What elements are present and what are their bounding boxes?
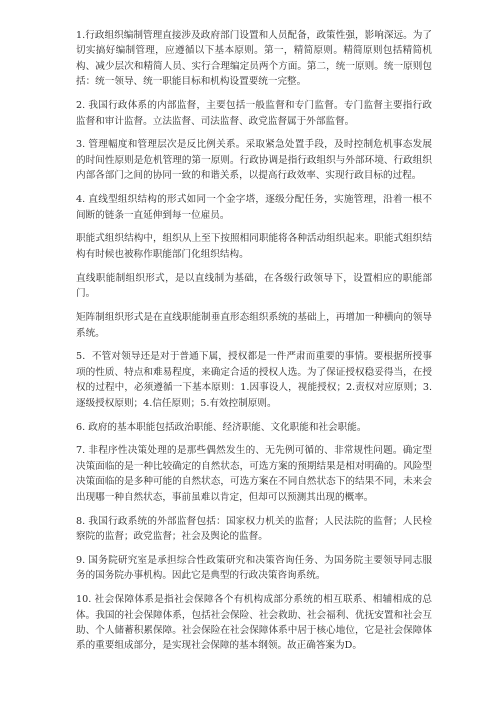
paragraph-1: 1.行政组织编制管理直接涉及政府部门设置和人员配备，政策性强，影响深远。为了切实搞好编制管理，应遵循以下基本原则。第一，精简原则。精简原则包括精简机构、减少层次和精简人员、实行合理编定员两个方面。第二，统一原则。统一原则包括：统一领导、统一职能目标和机构设置要统一完整。 (76, 30, 432, 88)
paragraph-9: 9. 国务院研究室是承担综合性政策研究和决策咨询任务、为国务院主要领导同志服务的国务院办事机构。因此它是典型的行政决策咨询系统。 (76, 554, 432, 582)
paragraph-6: 6. 政府的基本职能包括政治职能、经济职能、文化职能和社会职能。 (76, 421, 367, 433)
paragraph-10: 10. 社会保障体系是指社会保障各个有机构成部分系统的相互联系、相辅相成的总体。我国的社会保障体系，包括社会保险、社会救助、社会福利、优抚安置和社会互助、个人储蓄积累保障。社会保险在社会保障体系中居于核心地位，它是社会保障体系的重要组成部分，是实现社会保障的基本纲领。故正确答案为D。 (76, 594, 432, 652)
paragraph-4b: 职能式组织结构中，组织从上至下按照相同职能将各种活动组织起来。职能式组织结构有时候也被称作职能部门化组织结构。 (76, 233, 432, 260)
paragraph-2: 2. 我国行政体系的内部监督，主要包括一般监督和专门监督。专门监督主要指行政监督和审计监督。立法监督、司法监督、政党监督属于外部监督。 (76, 100, 432, 127)
paragraph-3: 3. 管理幅度和管理层次是反比例关系。采取紧急处置手段，及时控制危机事态发展的时间性原则是危机管理的第一原则。行政协调是指行政组织与外部环境、行政组织内部各部门之间的协同一致的和谐关系，以提高行政效率、实现行政目标的过程。 (76, 139, 432, 182)
paragraph-5: 5．不管对领导还是对于普通下属，授权都是一件严肃而重要的事情。要根据所授事项的性质、特点和难易程度，来确定合适的授权人选。为了保证授权稳妥得当，在授权的过程中，必须遵循一下基本原则：1.因事设人，视能授权；2.责权对应原则；3.逐级授权原则；4.信任原则；5.有效控制原则。 (76, 351, 432, 409)
paragraph-7: 7. 非程序性决策处理的是那些偶然发生的、无先例可循的、非常规性问题。确定型决策面临的是一种比较确定的自然状态，可选方案的预期结果是相对明确的。风险型决策面临的是多种可能的自然状态，可选方案在不同自然状态下的结果不同，未来会出现哪一种自然状态，事前虽难以肯定，但却可以预测其出现的概率。 (76, 445, 432, 503)
paragraph-4c: 直线职能制组织形式，是以直线制为基础，在各级行政领导下，设置相应的职能部门。 (76, 272, 432, 300)
document-page (76, 28, 432, 662)
paragraph-8: 8. 我国行政系统的外部监督包括：国家权力机关的监督；人民法院的监督；人民检察院的监督；政党监督；社会及舆论的监督。 (76, 515, 432, 542)
paragraph-4d: 矩阵制组织形式是在直线职能制垂直形态组织系统的基础上，再增加一种横向的领导系统。 (76, 312, 432, 339)
paragraph-4: 4. 直线型组织结构的形式如同一个金字塔，逐级分配任务，实施管理，沿着一根不间断的链条一直延伸到每一位雇员。 (76, 194, 432, 221)
